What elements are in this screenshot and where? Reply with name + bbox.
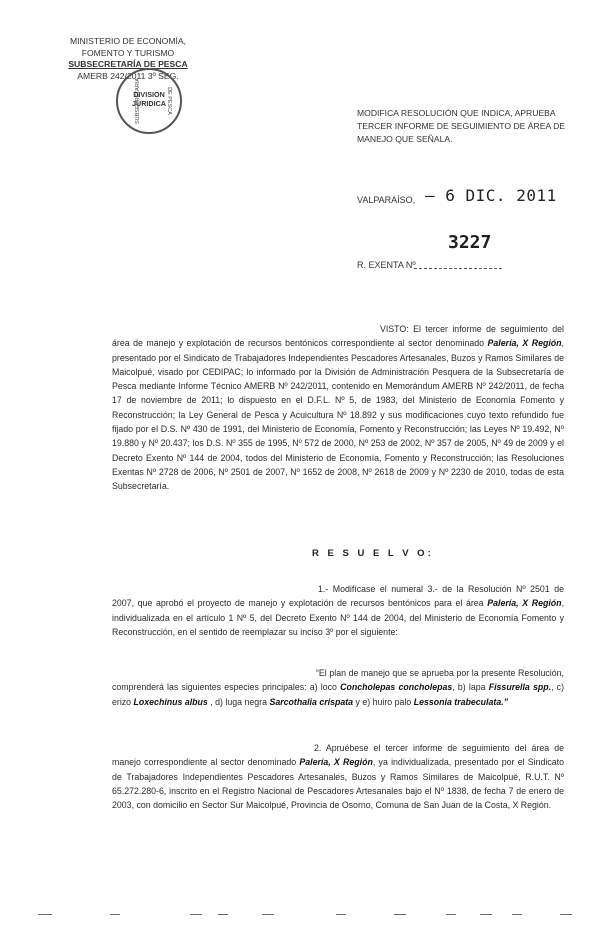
letterhead-ministry: MINISTERIO DE ECONOMÍA, <box>69 36 187 46</box>
species-3: Loxechinus albus <box>133 696 208 707</box>
visto-rest: , presentado por el Sindicato de Trabajadores Independientes Pescadores Artesanales, Buzos y Ramos Similares de Maicolpué, visado por CEDIPAC; lo informado por la División de Administración Pesquera de la Subsecretaría de Pesca mediante Informe Técnico AMERB Nº 242/2011, contenido en Memorándum AMERB Nº 242/2011, de fecha 17 de noviembre de 2011; lo dispuesto en el D.F.L. Nº 5, de 1983, del Ministerio de Economía Fomento y Reconstrucción; la Ley General de Pesca y Acuicultura Nº 18.892 y sus modificaciones cuyo texto refundido fue fijado por el D.S. Nº 430 de 1991, del Ministerio de Economía, Fomento y Reconstrucción; las Leyes Nº 19.492, Nº 19.880 y Nº 20.437; los D.S. Nº 355 de 1995, Nº 572 de 2000, Nº 253 de 2002, Nº 357 de 2005, Nº 49 de 2009 y el Decreto Exento Nº 144 de 2004, todos del Ministerio de Economía, Fomento y Reconstrucción; las Resoluciones Exentas Nº 2728 de 2006, Nº 2501 de 2007, Nº 1652 de 2008, Nº 2618 de 2009 y Nº 2230 de 2010, todas de esta Subsecretaría. <box>112 338 564 492</box>
article-2-rest: , ya individualizada, presentado por el Sindicato de Trabajadores Independientes Pescadores Artesanales, Buzos y Ramos Similares de Maicolpué, R.U.T. Nº 65.272.280-6, inscrito en el Registro Nacional de Pescadores Artesanales bajo el Nº 1838, de fecha 7 de enero de 2003, con domicilio en Sector Sur Maicolpué, Provincia de Osorno, Comuna de San Juan de la Costa, X Región. <box>112 757 564 811</box>
stamp-line-2: JURIDICA <box>132 99 166 108</box>
quoted-paragraph <box>112 666 564 709</box>
article-2-sector: Palería, X Región <box>299 757 373 768</box>
visto-lead: VISTO: El tercer informe de seguimiento del área de manejo y explotación de recursos bentónicos correspondiente al sector denominado <box>112 324 564 349</box>
visto-sector: Palería, X Región <box>487 338 562 349</box>
quote-c: , c) erizo <box>112 682 565 707</box>
quote-e: y e) huiro palo <box>353 696 414 707</box>
date-stamp: – 6 DIC. 2011 <box>425 186 557 205</box>
footer-dash <box>446 914 456 915</box>
document-subject: MODIFICA RESOLUCIÓN QUE INDICA, APRUEBA TERCER INFORME DE SEGUIMIENTO DE ÁREA DE MANEJO QUE SEÑALA. <box>357 108 566 144</box>
footer-dash <box>190 914 202 915</box>
visto-paragraph <box>112 322 564 494</box>
letterhead-ministry-2: FOMENTO Y TURISMO <box>81 47 175 58</box>
quote-b: , b) lapa <box>452 682 489 693</box>
article-2-lead: 2. Apruébese el tercer informe de seguimiento del área de manejo correspondiente al sector denominado <box>112 743 564 768</box>
footer-dash <box>560 914 572 915</box>
article-2-paragraph <box>112 741 564 812</box>
stamp-left-text: SUBSECRETARIA <box>135 77 142 125</box>
resolution-label: R. EXENTA Nº <box>357 260 416 270</box>
footer-dash <box>38 914 52 915</box>
species-1: Concholepas concholepas <box>340 682 453 693</box>
article-1-rest: , individualizada en el artículo 1 Nº 5, del Decreto Exento Nº 144 de 2004, del Ministerio de Economía Fomento y Reconstrucción, en el sentido de reemplazar su inciso 3º por el siguiente: <box>112 598 565 637</box>
quote-a: “El plan de manejo que se aprueba por la presente Resolución, comprenderá las siguientes especies principales: a) loco <box>112 668 564 693</box>
place-label: VALPARAÍSO, <box>357 195 416 205</box>
division-juridica-stamp <box>116 68 182 134</box>
footer-dash <box>110 914 120 915</box>
species-4: Sarcothalia crispata <box>269 696 354 707</box>
footer-dash <box>512 914 522 915</box>
letterhead-reference: AMERB 242/2011 3º SEG. <box>77 70 179 81</box>
footer-dash <box>394 914 406 915</box>
article-1-lead: 1.- Modifícase el numeral 3.- de la Resolución Nº 2501 de 2007, que aprobó el proyecto de manejo y explotación de recursos bentónicos para el área <box>112 584 564 609</box>
resolution-number: 3227 <box>448 232 492 253</box>
article-1-paragraph <box>112 582 564 639</box>
footer-dash <box>336 914 346 915</box>
article-1-area: Palería, X Región <box>487 598 562 609</box>
letterhead-subsecretaria: SUBSECRETARÍA DE PESCA <box>68 59 188 69</box>
footer-dash <box>480 914 492 915</box>
resolution-underline <box>414 268 502 269</box>
resuelvo-heading: R E S U E L V O: <box>312 548 434 559</box>
quote-d: , d) luga negra <box>207 696 270 707</box>
footer-dash <box>262 914 274 915</box>
stamp-right-text: DE PESCA <box>166 87 173 115</box>
footer-rule <box>0 910 600 920</box>
stamp-line-1: DIVISION <box>133 90 165 99</box>
footer-dash <box>218 914 228 915</box>
species-5: Lessonia trabeculata.” <box>413 696 509 707</box>
species-2: Fissurella spp. <box>488 682 552 693</box>
